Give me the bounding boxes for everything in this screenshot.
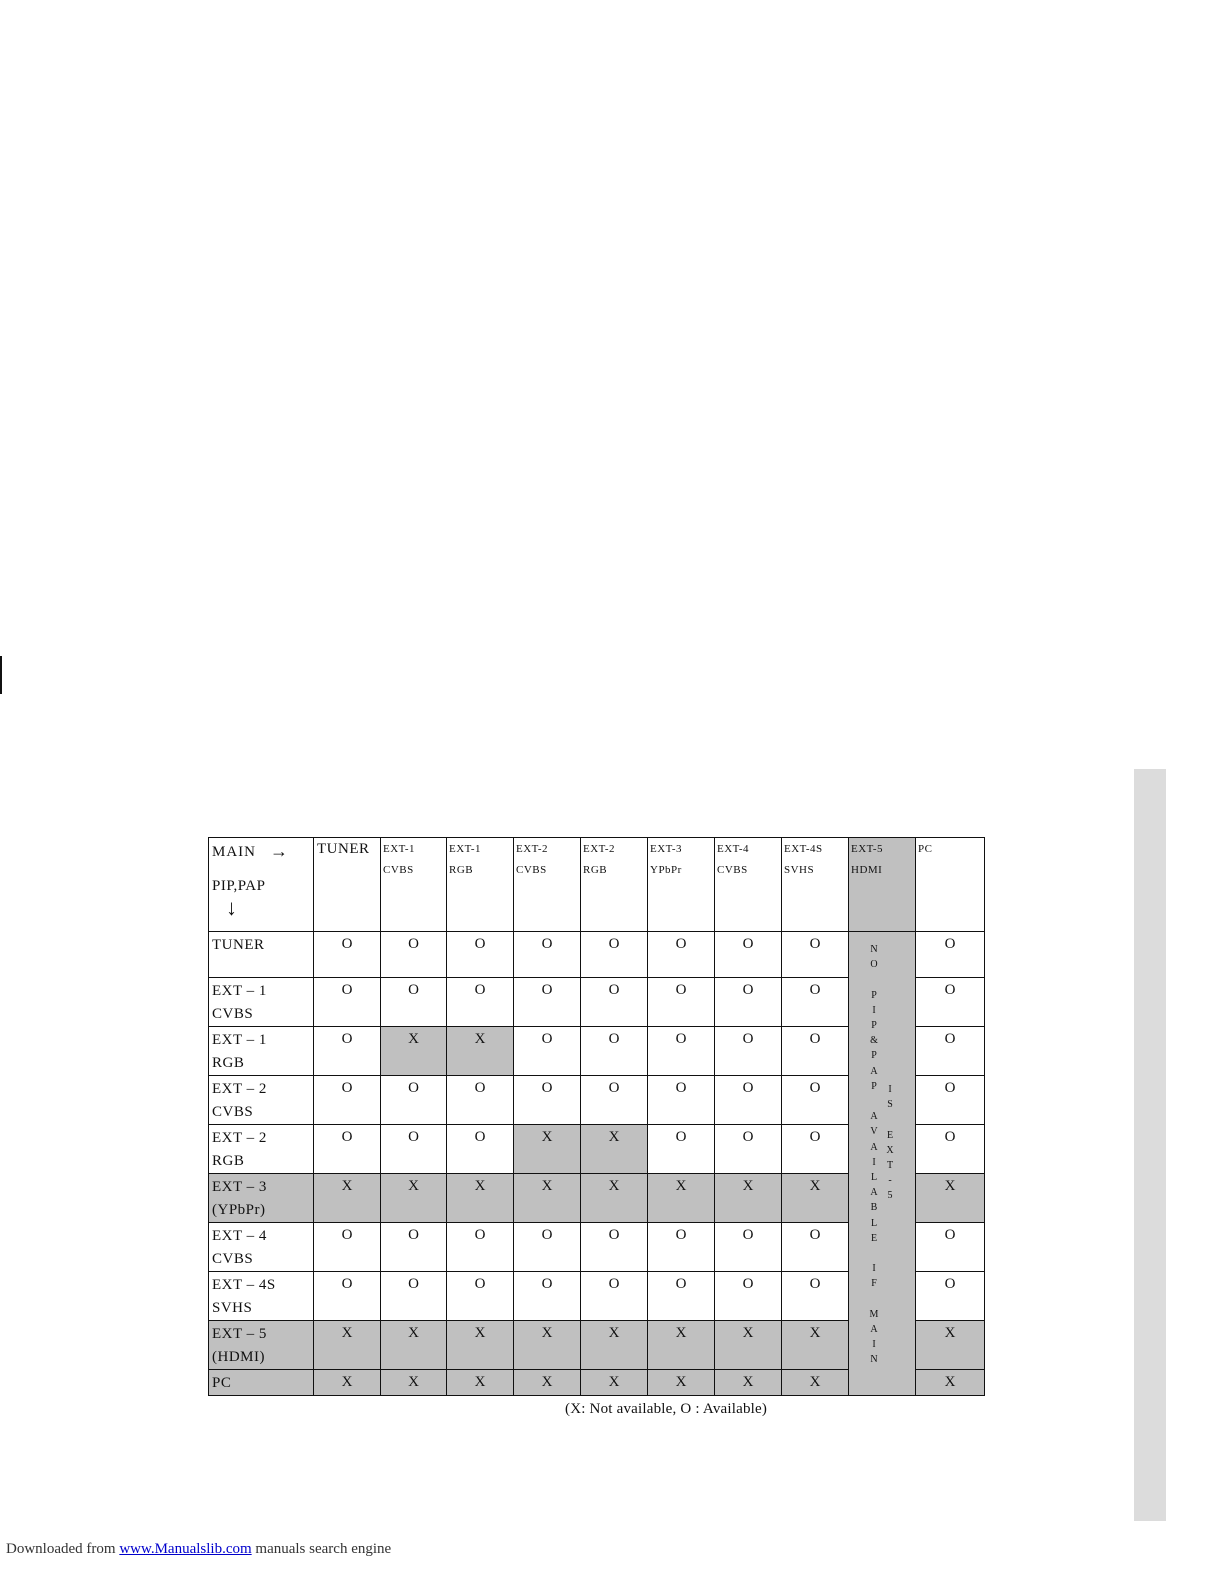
table-cell: [581, 1321, 648, 1370]
cell-value: X: [474, 1178, 486, 1194]
row-header-line2: RGB: [212, 1055, 245, 1071]
footer-suffix: manuals search engine: [255, 1541, 392, 1557]
table-cell: [715, 1321, 782, 1370]
table-cell: [581, 1076, 648, 1125]
column-header: [648, 838, 715, 932]
column-header-line1: EXT-2: [583, 843, 616, 855]
column-header-line2: SVHS: [784, 864, 815, 876]
cell-value: O: [608, 1276, 620, 1292]
arrow-down-icon: ↓: [226, 895, 237, 920]
cell-value: O: [675, 1031, 687, 1047]
cell-value: X: [474, 1374, 486, 1390]
cell-value: O: [742, 1129, 754, 1145]
table-cell: [314, 1321, 381, 1370]
column-header-line2: CVBS: [717, 864, 748, 876]
cell-value: O: [809, 1227, 821, 1243]
column-header-line1: EXT-1: [383, 843, 416, 855]
cell-value: X: [742, 1325, 754, 1341]
table-cell: [314, 1076, 381, 1125]
hdmi-note-left: N O P I P & P A P A V A I L A B L E I F M A I N: [869, 944, 879, 1366]
table-cell: [648, 1174, 715, 1223]
table-cell: [916, 978, 985, 1027]
column-header-line2: CVBS: [383, 864, 414, 876]
table-cell: [916, 1027, 985, 1076]
table-cell: [314, 1027, 381, 1076]
cell-value: O: [408, 1080, 419, 1096]
cell-value: X: [341, 1325, 353, 1341]
table-legend: (X: Not available, O : Available): [565, 1401, 768, 1417]
table-cell: [314, 1272, 381, 1321]
row-header: [209, 932, 314, 978]
row-header: [209, 1321, 314, 1370]
table-cell: [314, 978, 381, 1027]
cell-value: X: [341, 1374, 353, 1390]
row-header-line1: TUNER: [212, 937, 265, 953]
cell-value: O: [675, 1227, 687, 1243]
table-cell: [715, 932, 782, 978]
table-cell: [514, 1223, 581, 1272]
cell-value: X: [608, 1374, 620, 1390]
cell-value: O: [474, 936, 486, 952]
table-row: [209, 932, 985, 978]
cell-value: O: [341, 1129, 353, 1145]
table-cell: [648, 932, 715, 978]
table-cell: [782, 1370, 849, 1396]
cell-value: O: [742, 1227, 754, 1243]
row-header-label: [209, 1223, 313, 1271]
cell-value: O: [408, 1227, 419, 1243]
table-cell: [514, 1370, 581, 1396]
cell-value: O: [944, 1276, 956, 1292]
table-cell: [916, 932, 985, 978]
row-header-line2: CVBS: [212, 1006, 254, 1022]
cell-value: O: [474, 1080, 486, 1096]
cell-value: O: [742, 1276, 754, 1292]
table-cell: [648, 1125, 715, 1174]
table-cell: [782, 932, 849, 978]
row-header-label: [209, 1370, 313, 1395]
table-cell: [581, 1272, 648, 1321]
row-header-label: [209, 1272, 313, 1320]
table-cell: [715, 1174, 782, 1223]
table-cell: [782, 1223, 849, 1272]
row-header-line1: EXT – 3: [212, 1179, 267, 1195]
table-cell: [782, 1272, 849, 1321]
cell-value: X: [408, 1374, 419, 1390]
table-cell: [916, 1125, 985, 1174]
cell-value: O: [675, 1276, 687, 1292]
cell-value: O: [341, 1080, 353, 1096]
cell-value: O: [541, 936, 553, 952]
row-header-label: [209, 1321, 313, 1369]
cell-value: O: [474, 982, 486, 998]
table-cell: [514, 1076, 581, 1125]
row-header-line1: EXT – 5: [212, 1326, 267, 1342]
column-header-line1: PC: [918, 843, 933, 855]
table-cell: [447, 1125, 514, 1174]
column-header-line2: CVBS: [516, 864, 547, 876]
row-header-label: [209, 1174, 313, 1222]
column-header-line1: EXT-4S: [784, 843, 823, 855]
table-cell: [447, 978, 514, 1027]
cell-value: X: [944, 1325, 956, 1341]
table-cell: [381, 1321, 447, 1370]
cell-value: O: [608, 982, 620, 998]
column-header: [849, 838, 916, 932]
table-cell: [381, 1125, 447, 1174]
row-header-line2: (YPbPr): [212, 1202, 266, 1218]
row-header: [209, 1027, 314, 1076]
table-cell: [514, 932, 581, 978]
row-header: [209, 1223, 314, 1272]
cell-value: O: [742, 982, 754, 998]
column-header-line1: EXT-2: [516, 843, 549, 855]
cell-value: O: [608, 936, 620, 952]
cell-value: O: [541, 1227, 553, 1243]
arrow-right-icon: →: [270, 841, 288, 861]
column-header: [381, 838, 447, 932]
cell-value: O: [341, 1227, 353, 1243]
cell-value: O: [809, 982, 821, 998]
table-cell: [648, 978, 715, 1027]
cell-value: O: [809, 1129, 821, 1145]
cell-value: O: [675, 982, 687, 998]
table-cell: [715, 1272, 782, 1321]
table-cell: [916, 1321, 985, 1370]
row-header-line1: EXT – 2: [212, 1081, 267, 1097]
column-header-line1: TUNER: [317, 841, 370, 857]
row-header: [209, 978, 314, 1027]
cell-value: X: [608, 1129, 620, 1145]
cell-value: X: [541, 1325, 553, 1341]
cell-value: O: [608, 1080, 620, 1096]
hdmi-not-available-cell: [849, 932, 916, 1396]
table-cell: [381, 1370, 447, 1396]
row-header: [209, 1125, 314, 1174]
column-header-line2: HDMI: [851, 864, 883, 876]
cell-value: X: [944, 1374, 956, 1390]
cell-value: O: [944, 936, 956, 952]
cell-value: O: [541, 1031, 553, 1047]
row-header-line1: EXT – 2: [212, 1130, 267, 1146]
cell-value: O: [944, 982, 956, 998]
cell-value: X: [742, 1374, 754, 1390]
table-cell: [782, 1027, 849, 1076]
cell-value: O: [474, 1276, 486, 1292]
table-cell: [447, 1027, 514, 1076]
row-header-label: [209, 1027, 313, 1075]
cell-value: X: [541, 1129, 553, 1145]
row-header-line1: EXT – 1: [212, 983, 267, 999]
table-cell: [514, 1027, 581, 1076]
row-header: [209, 1370, 314, 1396]
table-cell: [581, 1174, 648, 1223]
header-row: [209, 838, 985, 932]
pip-availability-table: [208, 837, 985, 1396]
cell-value: O: [474, 1227, 486, 1243]
column-header: [447, 838, 514, 932]
cell-value: O: [944, 1227, 956, 1243]
cell-value: X: [341, 1178, 353, 1194]
table-cell: [381, 1272, 447, 1321]
table-cell: [581, 1125, 648, 1174]
table-cell: [916, 1076, 985, 1125]
table-cell: [782, 978, 849, 1027]
cell-value: O: [809, 936, 821, 952]
cell-value: O: [675, 936, 687, 952]
column-header: [715, 838, 782, 932]
pip-pap-label: PIP,PAP: [212, 878, 266, 894]
cell-value: O: [408, 982, 419, 998]
table-cell: [447, 1223, 514, 1272]
cell-value: O: [341, 936, 353, 952]
table-cell: [381, 1223, 447, 1272]
table-cell: [514, 1174, 581, 1223]
row-header-line2: SVHS: [212, 1300, 253, 1316]
row-header: [209, 1076, 314, 1125]
manualslib-link[interactable]: www.Manualslib.com: [119, 1541, 252, 1557]
row-header-line2: RGB: [212, 1153, 245, 1169]
table-cell: [648, 1321, 715, 1370]
table-cell: [381, 1174, 447, 1223]
table-cell: [715, 978, 782, 1027]
row-header-label: [209, 978, 313, 1026]
row-header: [209, 1174, 314, 1223]
table-cell: [581, 1370, 648, 1396]
cell-value: O: [408, 936, 419, 952]
row-header: [209, 1272, 314, 1321]
column-header-line1: EXT-1: [449, 843, 482, 855]
table-cell: [648, 1076, 715, 1125]
table-cell: [514, 1321, 581, 1370]
table-cell: [581, 978, 648, 1027]
table-cell: [715, 1125, 782, 1174]
cell-value: O: [608, 1227, 620, 1243]
column-header: [314, 838, 381, 932]
row-header-line1: EXT – 4S: [212, 1277, 276, 1293]
cell-value: O: [541, 982, 553, 998]
table-cell: [581, 932, 648, 978]
table-cell: [648, 1272, 715, 1321]
column-header-line1: EXT-5: [851, 843, 884, 855]
table-cell: [648, 1370, 715, 1396]
table-cell: [581, 1223, 648, 1272]
cell-value: O: [541, 1080, 553, 1096]
cell-value: O: [341, 1276, 353, 1292]
table-cell: [447, 1272, 514, 1321]
table-cell: [782, 1125, 849, 1174]
cell-value: O: [742, 936, 754, 952]
table-cell: [447, 1370, 514, 1396]
cell-value: X: [608, 1178, 620, 1194]
cell-value: X: [408, 1325, 419, 1341]
row-header-label: [209, 1076, 313, 1124]
main-label: MAIN: [212, 844, 256, 860]
cell-value: O: [408, 1276, 419, 1292]
table-body: [209, 838, 985, 1396]
cell-value: X: [608, 1325, 620, 1341]
cell-value: O: [742, 1080, 754, 1096]
footer-prefix: Downloaded from: [6, 1541, 116, 1557]
cell-value: X: [541, 1178, 553, 1194]
column-header: [514, 838, 581, 932]
table-cell: [314, 1125, 381, 1174]
cell-value: O: [608, 1031, 620, 1047]
table-cell: [715, 1076, 782, 1125]
row-header-line1: EXT – 4: [212, 1228, 267, 1244]
table-cell: [447, 1076, 514, 1125]
table-cell: [514, 1125, 581, 1174]
table-cell: [314, 1174, 381, 1223]
cell-value: X: [408, 1031, 419, 1047]
cell-value: O: [408, 1129, 419, 1145]
table-cell: [916, 1174, 985, 1223]
table-cell: [381, 1076, 447, 1125]
table-cell: [381, 932, 447, 978]
cell-value: O: [944, 1031, 956, 1047]
cell-value: X: [541, 1374, 553, 1390]
table-cell: [381, 1027, 447, 1076]
cell-value: X: [408, 1178, 419, 1194]
cell-value: X: [809, 1178, 821, 1194]
table-cell: [782, 1174, 849, 1223]
table-cell: [447, 1321, 514, 1370]
corner-cell: [209, 838, 314, 932]
row-header-label: [209, 1125, 313, 1173]
table-cell: [314, 1223, 381, 1272]
margin-bar: [0, 656, 2, 694]
hdmi-note-right: I S E X T - 5: [886, 1084, 894, 1202]
cell-value: X: [675, 1325, 687, 1341]
cell-value: O: [341, 982, 353, 998]
cell-value: O: [541, 1276, 553, 1292]
cell-value: X: [675, 1374, 687, 1390]
row-header-line2: CVBS: [212, 1104, 254, 1120]
cell-value: X: [809, 1325, 821, 1341]
table-cell: [314, 932, 381, 978]
row-header-line2: (HDMI): [212, 1349, 265, 1365]
table-cell: [581, 1027, 648, 1076]
table-cell: [648, 1223, 715, 1272]
row-header-line1: PC: [212, 1375, 232, 1391]
cell-value: X: [809, 1374, 821, 1390]
column-header: [916, 838, 985, 932]
column-header-line2: YPbPr: [650, 864, 682, 876]
table-cell: [447, 1174, 514, 1223]
table-cell: [514, 1272, 581, 1321]
table-cell: [916, 1370, 985, 1396]
cell-value: X: [675, 1178, 687, 1194]
cell-value: X: [474, 1031, 486, 1047]
table-cell: [782, 1076, 849, 1125]
cell-value: X: [944, 1178, 956, 1194]
table-cell: [715, 1223, 782, 1272]
row-header-line1: EXT – 1: [212, 1032, 267, 1048]
table-cell: [715, 1027, 782, 1076]
column-header-line2: RGB: [449, 864, 474, 876]
cell-value: O: [341, 1031, 353, 1047]
column-header-line1: EXT-3: [650, 843, 683, 855]
column-header: [581, 838, 648, 932]
table-cell: [314, 1370, 381, 1396]
table-cell: [514, 978, 581, 1027]
table-cell: [447, 932, 514, 978]
cell-value: O: [675, 1080, 687, 1096]
cell-value: O: [809, 1080, 821, 1096]
table-cell: [916, 1223, 985, 1272]
row-header-label: [209, 932, 313, 957]
cell-value: O: [474, 1129, 486, 1145]
footer: [6, 1541, 391, 1558]
cell-value: O: [675, 1129, 687, 1145]
table-cell: [648, 1027, 715, 1076]
cell-value: O: [809, 1031, 821, 1047]
cell-value: O: [944, 1129, 956, 1145]
table-cell: [782, 1321, 849, 1370]
column-header-line2: RGB: [583, 864, 608, 876]
column-header: [782, 838, 849, 932]
cell-value: O: [742, 1031, 754, 1047]
cell-value: X: [474, 1325, 486, 1341]
row-header-line2: CVBS: [212, 1251, 254, 1267]
cell-value: O: [809, 1276, 821, 1292]
column-header-line1: EXT-4: [717, 843, 750, 855]
table-cell: [916, 1272, 985, 1321]
cell-value: X: [742, 1178, 754, 1194]
side-tab-strip: [1134, 769, 1166, 1521]
table-cell: [715, 1370, 782, 1396]
cell-value: O: [944, 1080, 956, 1096]
table-cell: [381, 978, 447, 1027]
